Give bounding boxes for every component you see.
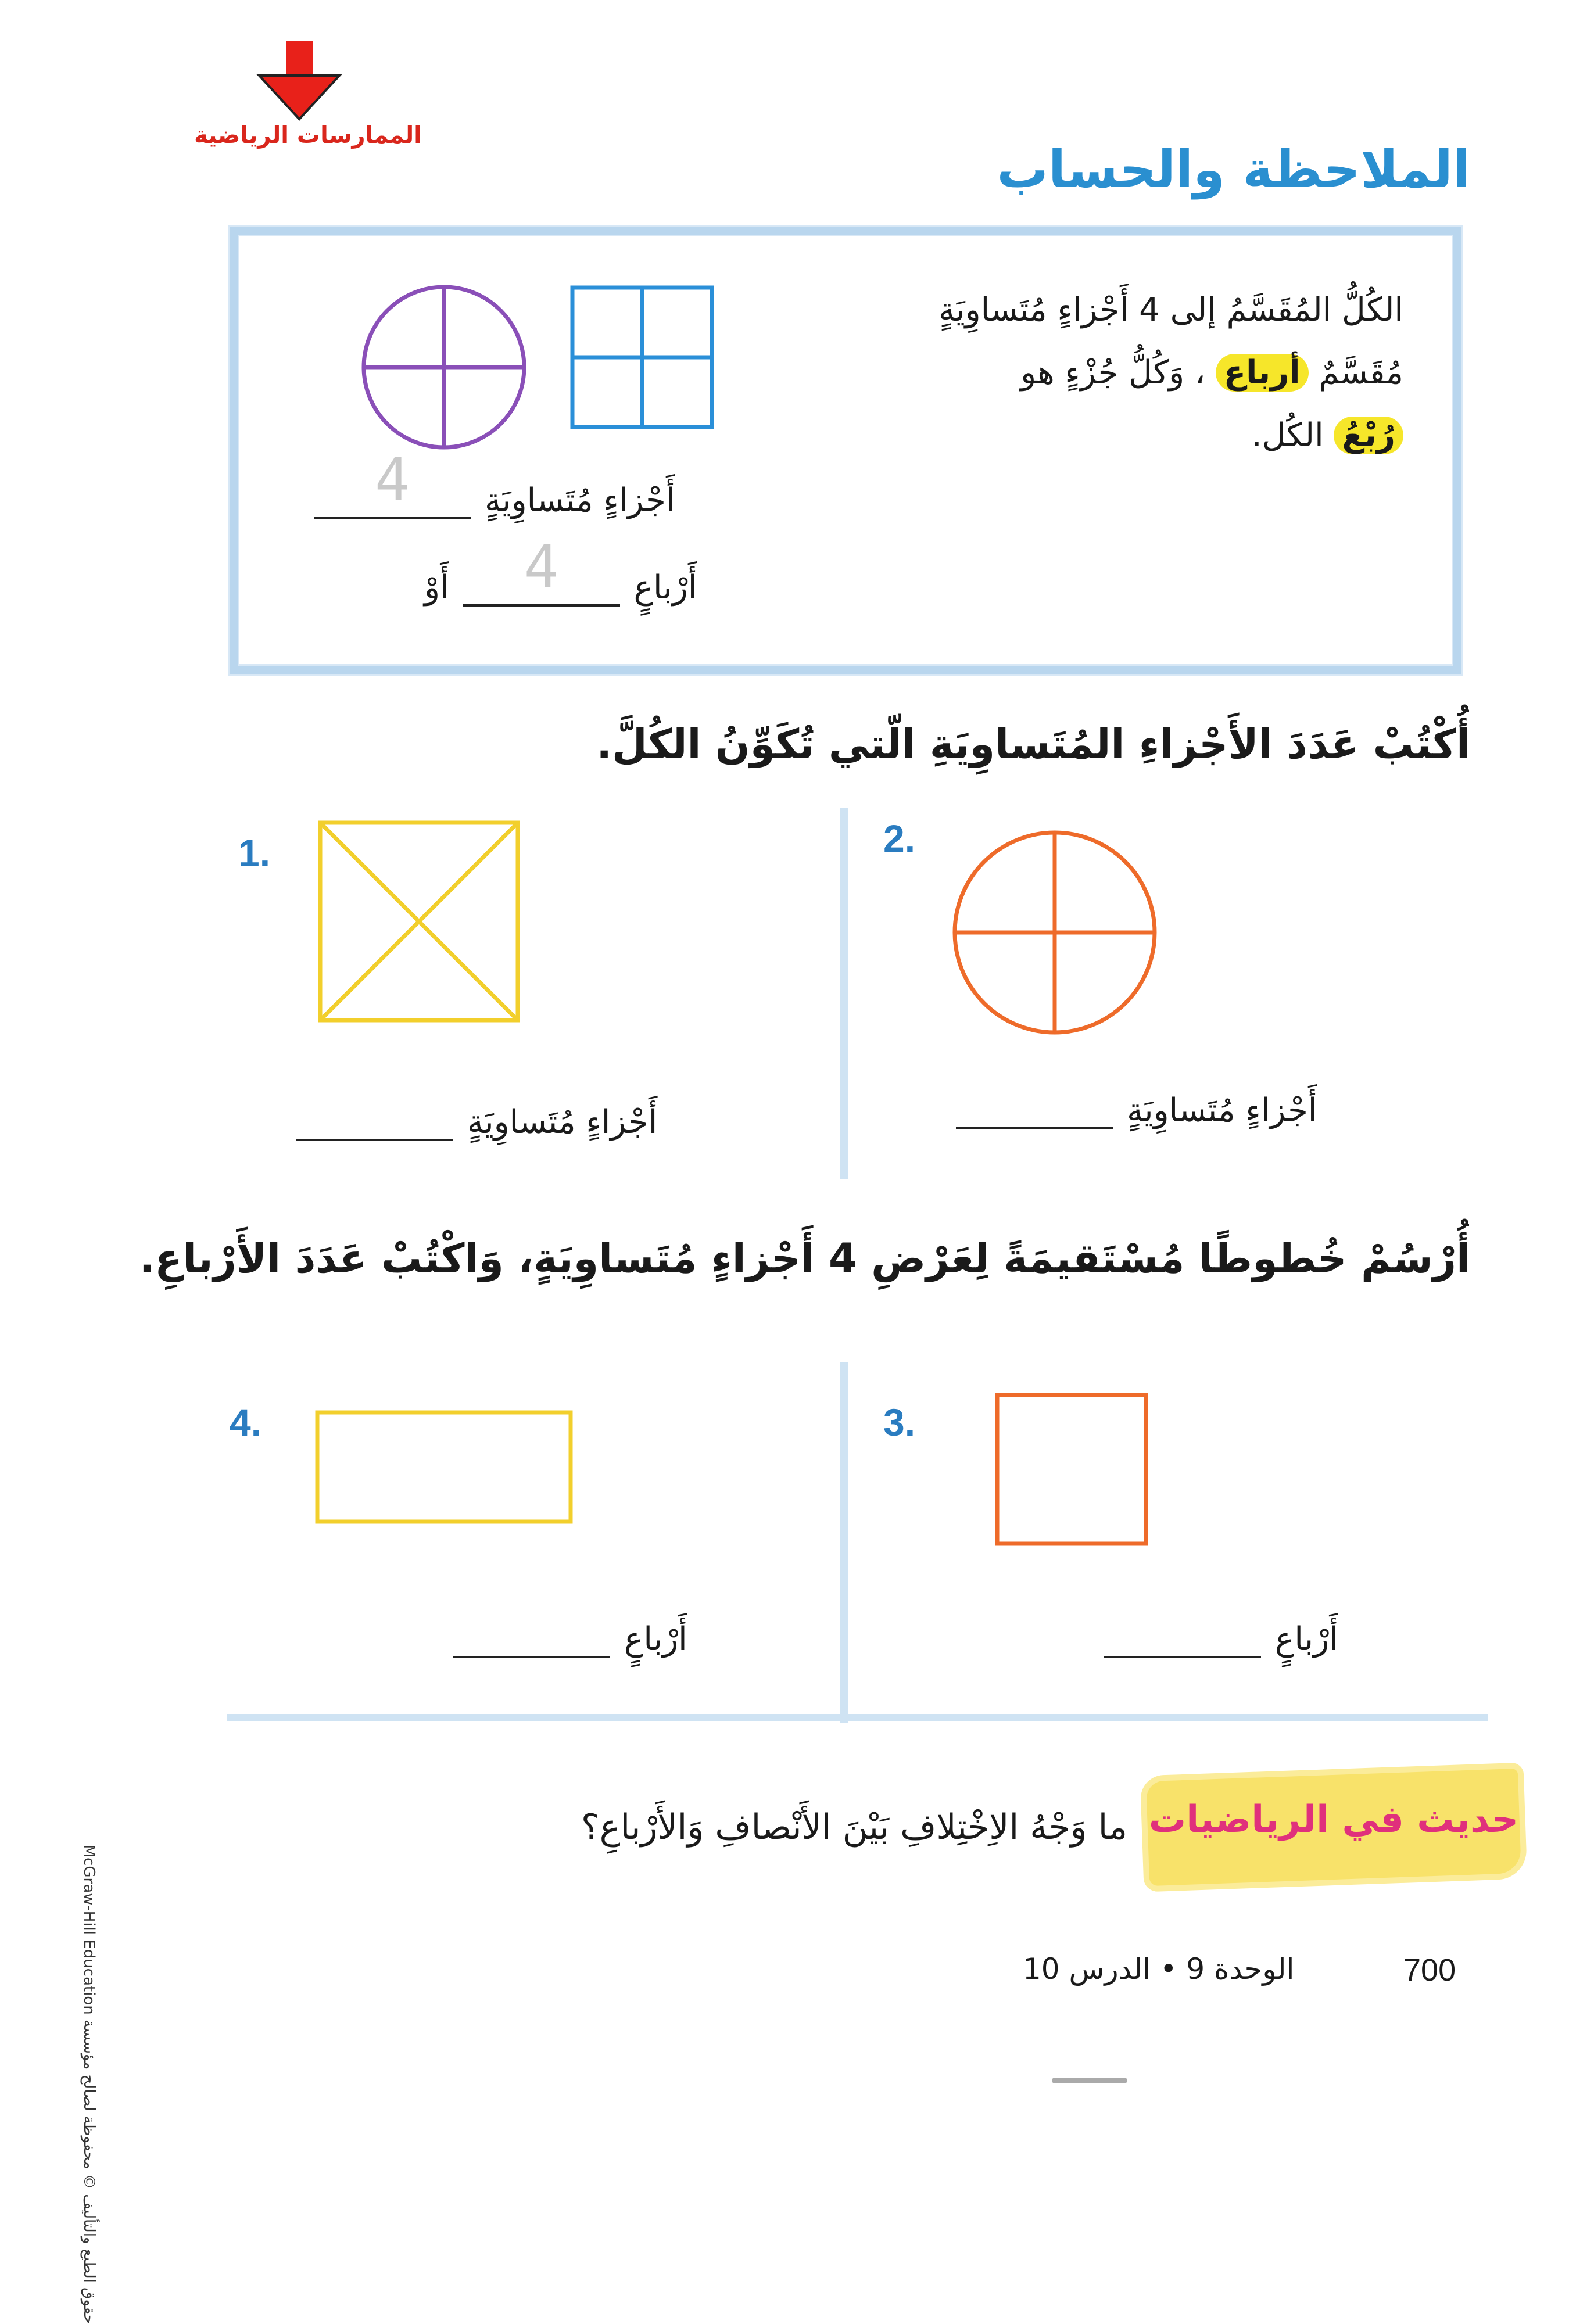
math-talk-question: ما وَجْهُ الاِخْتِلافِ بَيْنَ الأَنْصافِ وَالأَرْباعِ؟ xyxy=(581,1807,1127,1848)
lesson-label: الوحدة 9 • الدرس 10 xyxy=(1023,1952,1295,1986)
problem-4-number: 4. xyxy=(230,1401,262,1444)
problem-3-square[interactable] xyxy=(994,1391,1151,1548)
problem-2-number: 2. xyxy=(883,817,916,860)
info-line-3: رُبْعُ الكُل. xyxy=(811,404,1403,467)
problem-4-answer: أَرْباعٍ xyxy=(453,1609,687,1658)
section1-divider xyxy=(840,808,848,1179)
section1-instruction: أُكْتُبْ عَدَدَ الأَجْزاءِ المُتَساوِيَةِ الّتي تُكَوِّنُ الكُلَّ. xyxy=(596,720,1470,768)
answer-blank[interactable]: 4 xyxy=(463,546,620,607)
problem-1-number: 1. xyxy=(238,831,271,874)
section2-instruction: أُرْسُمْ خُطوطًا مُسْتَقيمَةً لِعَرْضِ 4 أَجْزاءٍ مُتَساوِيَةٍ، وَاكْتُبْ عَدَدَ الأَرْباعِ. xyxy=(139,1235,1470,1282)
problem-2-answer: أَجْزاءٍ مُتَساوِيَةٍ xyxy=(956,1081,1317,1129)
section2-bottom-divider xyxy=(227,1714,1488,1721)
example-square-quarters xyxy=(569,285,721,436)
problem-4-blank[interactable] xyxy=(453,1609,610,1658)
problem-1-blank[interactable] xyxy=(296,1092,453,1141)
answer-blank[interactable]: 4 xyxy=(314,459,471,519)
info-text xyxy=(811,279,1403,467)
section2-divider xyxy=(840,1362,848,1723)
problem-3-answer: أَرْباعٍ xyxy=(1104,1609,1338,1658)
math-talk-badge: حديث في الرياضيات xyxy=(1148,1775,1520,1880)
math-practices-label: الممارسات الرياضية xyxy=(194,122,422,149)
problem-2-blank[interactable] xyxy=(956,1081,1113,1129)
down-arrow-icon xyxy=(256,41,343,122)
copyright-notice: حقوق الطبع والتأليف © محفوظة لصالح مؤسسة McGraw-Hill Education xyxy=(80,1844,98,2324)
problem-3-blank[interactable] xyxy=(1104,1609,1261,1658)
problem-2-circle-quarters xyxy=(950,828,1159,1037)
info-fill-quarters: أَرْباعٍ 4 أَوْ xyxy=(424,533,697,607)
info-line-2: مُقَسَّمٌ أرباع ، وَكُلُّ جُزْءٍ هو xyxy=(1020,354,1403,392)
problem-4-rectangle[interactable] xyxy=(314,1409,575,1525)
home-indicator xyxy=(1052,2078,1127,2083)
problem-3-number: 3. xyxy=(883,1401,916,1444)
page-title: الملاحظة والحساب xyxy=(997,139,1470,199)
page-number: 700 xyxy=(1403,1953,1456,1988)
info-line-1: الكُلُّ المُقَسَّمُ إلى 4 أَجْزاءٍ مُتَساوِيَةٍ xyxy=(938,291,1403,329)
highlight-quarter: رُبْعُ xyxy=(1334,417,1403,454)
problem-1-square-diagonals xyxy=(317,819,526,1028)
example-circle-quarters xyxy=(360,285,535,459)
info-fill-parts: أَجْزاءٍ مُتَساوِيَةٍ 4 xyxy=(314,459,675,519)
problem-1-answer: أَجْزاءٍ مُتَساوِيَةٍ xyxy=(296,1092,657,1141)
highlight-quarters: أرباع xyxy=(1216,354,1309,392)
